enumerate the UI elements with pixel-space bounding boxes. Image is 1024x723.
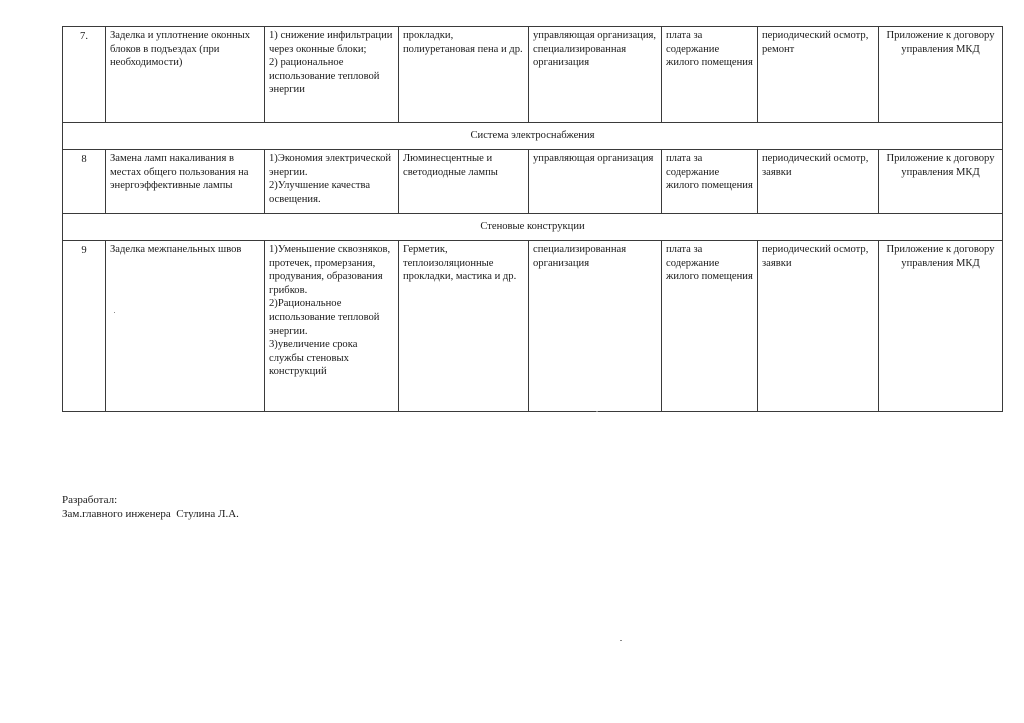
table-row: [63, 241, 1003, 412]
scan-speck: [596, 411, 598, 412]
measure-goal: 1) снижение инфильтрации через оконные блоки; 2) рациональное использование тепловой энергии: [265, 27, 399, 123]
author-line: Зам.главного инженера Стулина Л.А.: [62, 508, 239, 520]
measure-note: Приложение к договору управления МКД: [879, 27, 1003, 123]
measure-periodicity: периодический осмотр, ремонт: [758, 27, 879, 123]
developed-label: Разработал:: [62, 494, 118, 506]
measure-note: Приложение к договору управления МКД: [879, 150, 1003, 214]
measure-materials: прокладки, полиуретановая пена и др.: [399, 27, 529, 123]
measure-payment: плата за содержание жилого помещения: [662, 27, 758, 123]
measure-goal: 1)Уменьшение сквозняков, протечек, промерзания, продувания, образования грибков. 2)Рациональное использование тепловой энергии. 3)увеличение срока службы стеновых конструкций: [265, 241, 399, 412]
signature-block: [62, 493, 239, 521]
measure-goal: 1)Экономия электрической энергии. 2)Улучшение качества освещения.: [265, 150, 399, 214]
measure-executor: специализированная организация: [529, 241, 662, 412]
row-number: 9: [63, 241, 106, 412]
measure-executor: управляющая организация: [529, 150, 662, 214]
section-title: Стеновые конструкции: [63, 214, 1003, 241]
table-row: [63, 27, 1003, 123]
measures-table: [62, 26, 1003, 412]
measure-payment: плата за содержание жилого помещения: [662, 241, 758, 412]
scan-speck: [114, 312, 115, 313]
measure-executor: управляющая организация, специализированная организация: [529, 27, 662, 123]
measure-periodicity: периодический осмотр, заявки: [758, 150, 879, 214]
measure-periodicity: периодический осмотр, заявки: [758, 241, 879, 412]
measure-note: Приложение к договору управления МКД: [879, 241, 1003, 412]
row-number: 7.: [63, 27, 106, 123]
measure-payment: плата за содержание жилого помещения: [662, 150, 758, 214]
measure-materials: Люминесцентные и светодиодные лампы: [399, 150, 529, 214]
table-row: [63, 150, 1003, 214]
scan-speck: [620, 640, 622, 641]
measure-name: Заделка и уплотнение оконных блоков в подъездах (при необходимости): [106, 27, 265, 123]
measure-materials: Герметик, теплоизоляционные прокладки, мастика и др.: [399, 241, 529, 412]
section-title: Система электроснабжения: [63, 123, 1003, 150]
measure-name: Заделка межпанельных швов: [106, 241, 265, 412]
row-number: 8: [63, 150, 106, 214]
section-row: [63, 214, 1003, 241]
measure-name: Замена ламп накаливания в местах общего пользования на энергоэффективные лампы: [106, 150, 265, 214]
section-row: [63, 123, 1003, 150]
